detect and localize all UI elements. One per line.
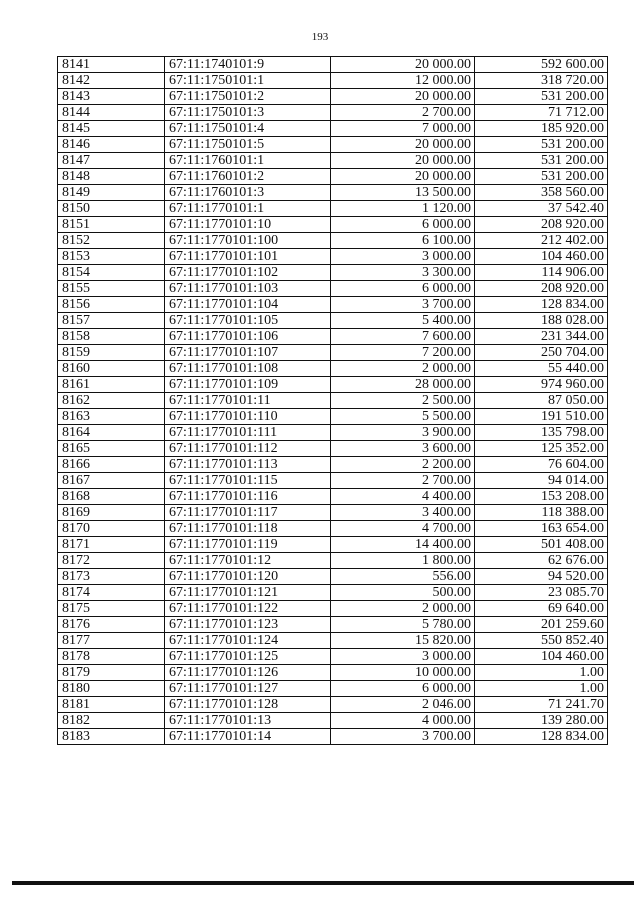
row-number-cell: 8174 [58, 585, 165, 601]
cadastral-value-cell: 188 028.00 [475, 313, 608, 329]
row-number-cell: 8169 [58, 505, 165, 521]
area-cell: 4 400.00 [331, 489, 475, 505]
table-row [58, 153, 608, 169]
cadastral-number-cell: 67:11:1770101:1 [165, 201, 331, 217]
table-row [58, 217, 608, 233]
cadastral-number-cell: 67:11:1770101:102 [165, 265, 331, 281]
cadastral-number-cell: 67:11:1750101:4 [165, 121, 331, 137]
cadastral-number-cell: 67:11:1770101:111 [165, 425, 331, 441]
area-cell: 15 820.00 [331, 633, 475, 649]
row-number-cell: 8180 [58, 681, 165, 697]
cadastral-value-cell: 87 050.00 [475, 393, 608, 409]
area-cell: 10 000.00 [331, 665, 475, 681]
row-number-cell: 8170 [58, 521, 165, 537]
table-row [58, 377, 608, 393]
cadastral-value-cell: 153 208.00 [475, 489, 608, 505]
cadastral-number-cell: 67:11:1770101:127 [165, 681, 331, 697]
row-number-cell: 8160 [58, 361, 165, 377]
row-number-cell: 8183 [58, 729, 165, 745]
area-cell: 7 600.00 [331, 329, 475, 345]
table-row [58, 665, 608, 681]
row-number-cell: 8175 [58, 601, 165, 617]
cadastral-number-cell: 67:11:1770101:113 [165, 457, 331, 473]
area-cell: 28 000.00 [331, 377, 475, 393]
area-cell: 500.00 [331, 585, 475, 601]
row-number-cell: 8147 [58, 153, 165, 169]
cadastral-number-cell: 67:11:1770101:124 [165, 633, 331, 649]
cadastral-number-cell: 67:11:1770101:100 [165, 233, 331, 249]
area-cell: 3 000.00 [331, 649, 475, 665]
row-number-cell: 8144 [58, 105, 165, 121]
area-cell: 3 700.00 [331, 729, 475, 745]
area-cell: 2 000.00 [331, 361, 475, 377]
area-cell: 3 000.00 [331, 249, 475, 265]
row-number-cell: 8176 [58, 617, 165, 633]
cadastral-value-cell: 1.00 [475, 665, 608, 681]
table-row [58, 569, 608, 585]
cadastral-value-cell: 71 712.00 [475, 105, 608, 121]
area-cell: 7 000.00 [331, 121, 475, 137]
table-row [58, 681, 608, 697]
table-row [58, 105, 608, 121]
row-number-cell: 8171 [58, 537, 165, 553]
cadastral-value-cell: 208 920.00 [475, 281, 608, 297]
row-number-cell: 8156 [58, 297, 165, 313]
area-cell: 20 000.00 [331, 89, 475, 105]
cadastral-value-cell: 531 200.00 [475, 169, 608, 185]
cadastral-number-cell: 67:11:1770101:120 [165, 569, 331, 585]
table-row [58, 697, 608, 713]
area-cell: 2 046.00 [331, 697, 475, 713]
cadastral-value-cell: 69 640.00 [475, 601, 608, 617]
cadastral-number-cell: 67:11:1770101:116 [165, 489, 331, 505]
page-number: 193 [311, 31, 329, 43]
row-number-cell: 8142 [58, 73, 165, 89]
cadastral-value-cell: 531 200.00 [475, 89, 608, 105]
area-cell: 13 500.00 [331, 185, 475, 201]
cadastral-value-cell: 128 834.00 [475, 297, 608, 313]
cadastral-value-cell: 76 604.00 [475, 457, 608, 473]
cadastral-value-cell: 94 520.00 [475, 569, 608, 585]
cadastral-value-cell: 592 600.00 [475, 57, 608, 73]
area-cell: 1 800.00 [331, 553, 475, 569]
cadastral-value-cell: 550 852.40 [475, 633, 608, 649]
cadastral-number-cell: 67:11:1770101:13 [165, 713, 331, 729]
row-number-cell: 8173 [58, 569, 165, 585]
row-number-cell: 8155 [58, 281, 165, 297]
cadastral-value-cell: 974 960.00 [475, 377, 608, 393]
table-row [58, 313, 608, 329]
row-number-cell: 8177 [58, 633, 165, 649]
table-row [58, 57, 608, 73]
table-row [58, 345, 608, 361]
table-row [58, 409, 608, 425]
area-cell: 6 000.00 [331, 217, 475, 233]
row-number-cell: 8153 [58, 249, 165, 265]
area-cell: 2 200.00 [331, 457, 475, 473]
table-row [58, 505, 608, 521]
area-cell: 2 700.00 [331, 473, 475, 489]
cadastral-value-cell: 501 408.00 [475, 537, 608, 553]
area-cell: 1 120.00 [331, 201, 475, 217]
area-cell: 3 700.00 [331, 297, 475, 313]
area-cell: 5 500.00 [331, 409, 475, 425]
table-row [58, 441, 608, 457]
cadastral-value-cell: 118 388.00 [475, 505, 608, 521]
cadastral-value-cell: 104 460.00 [475, 649, 608, 665]
row-number-cell: 8178 [58, 649, 165, 665]
table-row [58, 537, 608, 553]
table-row [58, 457, 608, 473]
area-cell: 4 700.00 [331, 521, 475, 537]
table-row [58, 89, 608, 105]
area-cell: 6 100.00 [331, 233, 475, 249]
row-number-cell: 8148 [58, 169, 165, 185]
table-row [58, 281, 608, 297]
cadastral-value-cell: 125 352.00 [475, 441, 608, 457]
cadastral-number-cell: 67:11:1770101:107 [165, 345, 331, 361]
cadastral-value-cell: 114 906.00 [475, 265, 608, 281]
cadastral-value-cell: 71 241.70 [475, 697, 608, 713]
row-number-cell: 8163 [58, 409, 165, 425]
cadastral-number-cell: 67:11:1760101:2 [165, 169, 331, 185]
row-number-cell: 8150 [58, 201, 165, 217]
table-row [58, 617, 608, 633]
row-number-cell: 8146 [58, 137, 165, 153]
cadastral-value-cell: 23 085.70 [475, 585, 608, 601]
cadastral-number-cell: 67:11:1770101:108 [165, 361, 331, 377]
area-cell: 20 000.00 [331, 169, 475, 185]
table-row [58, 425, 608, 441]
cadastral-value-cell: 231 344.00 [475, 329, 608, 345]
area-cell: 5 780.00 [331, 617, 475, 633]
row-number-cell: 8162 [58, 393, 165, 409]
row-number-cell: 8164 [58, 425, 165, 441]
table-row [58, 121, 608, 137]
cadastral-number-cell: 67:11:1770101:11 [165, 393, 331, 409]
row-number-cell: 8168 [58, 489, 165, 505]
table-row [58, 633, 608, 649]
cadastral-value-cell: 358 560.00 [475, 185, 608, 201]
cadastral-number-cell: 67:11:1770101:103 [165, 281, 331, 297]
area-cell: 3 600.00 [331, 441, 475, 457]
area-cell: 2 000.00 [331, 601, 475, 617]
table-row [58, 489, 608, 505]
area-cell: 5 400.00 [331, 313, 475, 329]
area-cell: 6 000.00 [331, 681, 475, 697]
cadastral-value-cell: 1.00 [475, 681, 608, 697]
table-row [58, 553, 608, 569]
row-number-cell: 8149 [58, 185, 165, 201]
cadastral-number-cell: 67:11:1770101:121 [165, 585, 331, 601]
table-row [58, 601, 608, 617]
row-number-cell: 8179 [58, 665, 165, 681]
table-row [58, 585, 608, 601]
row-number-cell: 8159 [58, 345, 165, 361]
area-cell: 556.00 [331, 569, 475, 585]
cadastral-number-cell: 67:11:1770101:123 [165, 617, 331, 633]
cadastral-number-cell: 67:11:1770101:110 [165, 409, 331, 425]
table-row [58, 169, 608, 185]
table-row [58, 265, 608, 281]
area-cell: 7 200.00 [331, 345, 475, 361]
cadastral-number-cell: 67:11:1770101:101 [165, 249, 331, 265]
cadastral-number-cell: 67:11:1770101:14 [165, 729, 331, 745]
cadastral-value-cell: 55 440.00 [475, 361, 608, 377]
cadastral-value-cell: 531 200.00 [475, 153, 608, 169]
cadastral-number-cell: 67:11:1770101:10 [165, 217, 331, 233]
cadastral-number-cell: 67:11:1770101:112 [165, 441, 331, 457]
table-row [58, 185, 608, 201]
table-row [58, 297, 608, 313]
land-parcel-table [57, 56, 608, 745]
cadastral-number-cell: 67:11:1770101:117 [165, 505, 331, 521]
row-number-cell: 8158 [58, 329, 165, 345]
cadastral-value-cell: 37 542.40 [475, 201, 608, 217]
row-number-cell: 8143 [58, 89, 165, 105]
row-number-cell: 8172 [58, 553, 165, 569]
table-row [58, 73, 608, 89]
cadastral-number-cell: 67:11:1770101:119 [165, 537, 331, 553]
area-cell: 20 000.00 [331, 137, 475, 153]
cadastral-number-cell: 67:11:1770101:109 [165, 377, 331, 393]
cadastral-value-cell: 62 676.00 [475, 553, 608, 569]
cadastral-value-cell: 191 510.00 [475, 409, 608, 425]
cadastral-value-cell: 208 920.00 [475, 217, 608, 233]
cadastral-value-cell: 318 720.00 [475, 73, 608, 89]
area-cell: 2 700.00 [331, 105, 475, 121]
bottom-rule [12, 881, 634, 885]
cadastral-value-cell: 104 460.00 [475, 249, 608, 265]
table-row [58, 713, 608, 729]
area-cell: 3 300.00 [331, 265, 475, 281]
table-row [58, 473, 608, 489]
area-cell: 20 000.00 [331, 153, 475, 169]
cadastral-number-cell: 67:11:1770101:105 [165, 313, 331, 329]
table-row [58, 393, 608, 409]
area-cell: 4 000.00 [331, 713, 475, 729]
table-row [58, 201, 608, 217]
row-number-cell: 8181 [58, 697, 165, 713]
cadastral-number-cell: 67:11:1750101:5 [165, 137, 331, 153]
area-cell: 6 000.00 [331, 281, 475, 297]
table-row [58, 729, 608, 745]
cadastral-value-cell: 250 704.00 [475, 345, 608, 361]
row-number-cell: 8165 [58, 441, 165, 457]
cadastral-number-cell: 67:11:1770101:125 [165, 649, 331, 665]
cadastral-number-cell: 67:11:1750101:2 [165, 89, 331, 105]
row-number-cell: 8182 [58, 713, 165, 729]
area-cell: 2 500.00 [331, 393, 475, 409]
cadastral-number-cell: 67:11:1760101:1 [165, 153, 331, 169]
table-row [58, 249, 608, 265]
row-number-cell: 8161 [58, 377, 165, 393]
cadastral-number-cell: 67:11:1770101:12 [165, 553, 331, 569]
area-cell: 3 900.00 [331, 425, 475, 441]
row-number-cell: 8154 [58, 265, 165, 281]
area-cell: 3 400.00 [331, 505, 475, 521]
cadastral-value-cell: 135 798.00 [475, 425, 608, 441]
cadastral-number-cell: 67:11:1770101:104 [165, 297, 331, 313]
cadastral-number-cell: 67:11:1770101:126 [165, 665, 331, 681]
cadastral-number-cell: 67:11:1770101:115 [165, 473, 331, 489]
row-number-cell: 8167 [58, 473, 165, 489]
cadastral-number-cell: 67:11:1770101:106 [165, 329, 331, 345]
table-row [58, 329, 608, 345]
cadastral-value-cell: 531 200.00 [475, 137, 608, 153]
table-row [58, 233, 608, 249]
cadastral-value-cell: 94 014.00 [475, 473, 608, 489]
cadastral-number-cell: 67:11:1770101:122 [165, 601, 331, 617]
table-row [58, 361, 608, 377]
row-number-cell: 8145 [58, 121, 165, 137]
cadastral-number-cell: 67:11:1770101:118 [165, 521, 331, 537]
cadastral-number-cell: 67:11:1750101:3 [165, 105, 331, 121]
cadastral-number-cell: 67:11:1770101:128 [165, 697, 331, 713]
area-cell: 12 000.00 [331, 73, 475, 89]
cadastral-value-cell: 163 654.00 [475, 521, 608, 537]
cadastral-value-cell: 212 402.00 [475, 233, 608, 249]
row-number-cell: 8141 [58, 57, 165, 73]
table-row [58, 521, 608, 537]
area-cell: 20 000.00 [331, 57, 475, 73]
cadastral-value-cell: 185 920.00 [475, 121, 608, 137]
cadastral-number-cell: 67:11:1740101:9 [165, 57, 331, 73]
table-body [58, 57, 608, 745]
table-row [58, 649, 608, 665]
cadastral-number-cell: 67:11:1760101:3 [165, 185, 331, 201]
cadastral-number-cell: 67:11:1750101:1 [165, 73, 331, 89]
cadastral-value-cell: 201 259.60 [475, 617, 608, 633]
cadastral-value-cell: 128 834.00 [475, 729, 608, 745]
cadastral-value-cell: 139 280.00 [475, 713, 608, 729]
row-number-cell: 8152 [58, 233, 165, 249]
area-cell: 14 400.00 [331, 537, 475, 553]
row-number-cell: 8151 [58, 217, 165, 233]
row-number-cell: 8166 [58, 457, 165, 473]
row-number-cell: 8157 [58, 313, 165, 329]
table-row [58, 137, 608, 153]
